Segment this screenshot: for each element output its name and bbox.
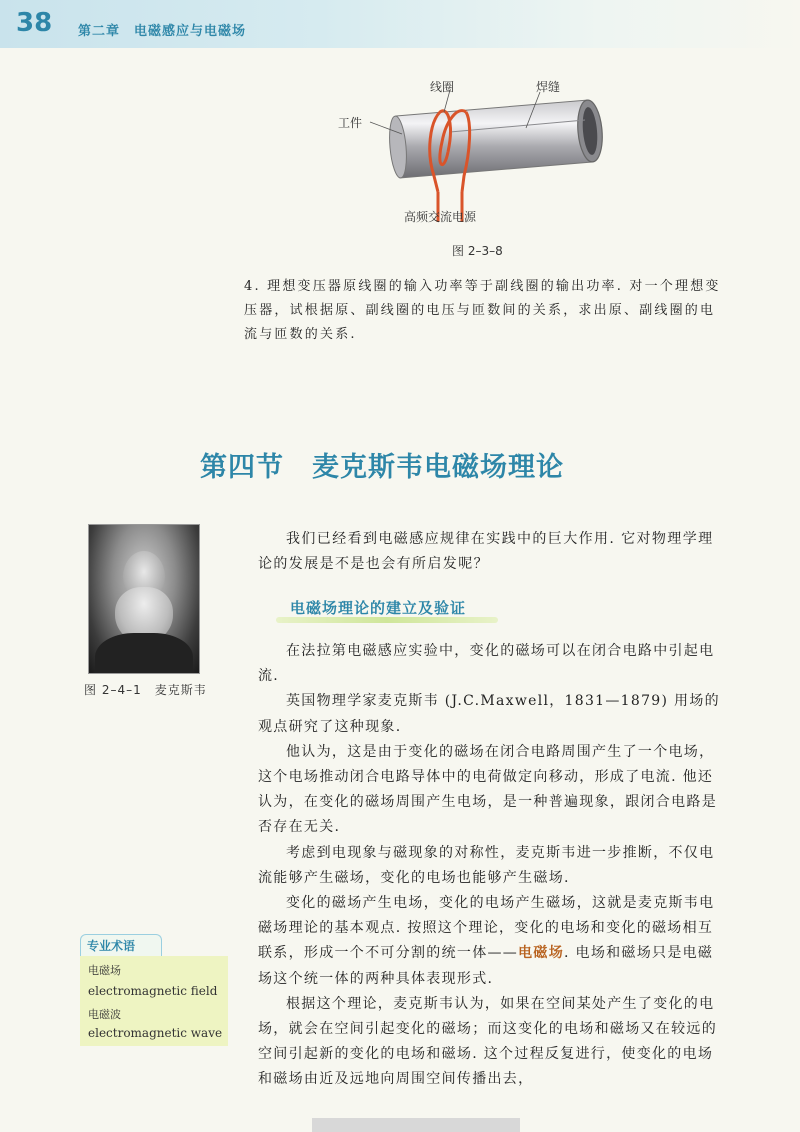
label-power: 高频交流电源 [404, 210, 477, 224]
glossary-term-2-cn: 电磁波 [88, 1008, 121, 1021]
chapter-title: 第二章 电磁感应与电磁场 [78, 24, 247, 39]
glossary-term-1-cn: 电磁场 [88, 964, 121, 977]
intro-paragraph: 我们已经看到电磁感应规律在实践中的巨大作用. 它对物理学理论的发展是不是也会有所启发呢？ [258, 531, 714, 572]
paragraph-3: 他认为，这是由于变化的磁场在闭合电路周围产生了一个电场，这个电场推动闭合电路导体中的电荷做定向移动，形成了电流. 他还认为，在变化的磁场周围产生电场，是一种普遍现象，跟闭合电路是否存在无关. [258, 743, 717, 836]
figure-caption: 图 2–3–8 [452, 244, 503, 258]
glossary-box [80, 934, 228, 1046]
figure-pipe-welding [330, 72, 630, 262]
term-highlight-em-field: 电磁场 [518, 945, 565, 962]
glossary-title: 专业术语 [80, 934, 162, 957]
paragraph-5-text-b: . 电场和磁场只是电磁场这个统一体的两种具体表现形式. [258, 945, 714, 987]
subsection-title: 电磁场理论的建立及验证 [290, 599, 467, 617]
glossary-term-1-en: electromagnetic field [88, 984, 218, 998]
paragraph-2: 英国物理学家麦克斯韦 (J.C.Maxwell，1831—1879) 用场的观点研究了这种现象. [258, 693, 720, 735]
portrait-coat [95, 633, 193, 674]
glossary-body [80, 956, 228, 1046]
paragraph-5-text-a: 变化的磁场产生电场，变化的电场产生磁场，这就是麦克斯韦电磁场理论的基本观点. 按照这个理论，变化的电场和变化的磁场相互联系，形成一个不可分割的统一体—— [258, 895, 715, 962]
glossary-term-2-en: electromagnetic wave [88, 1026, 223, 1040]
section-title: 第四节 麦克斯韦电磁场理论 [200, 452, 564, 483]
maxwell-portrait [88, 524, 200, 674]
paragraph-6: 根据这个理论，麦克斯韦认为，如果在空间某处产生了变化的电场，就会在空间引起变化的磁场；而这变化的电场和磁场又在较远的空间引起新的变化的电场和磁场. 这个过程反复进行，使变化的电场和磁场由近及远地向周围空间传播出去， [258, 995, 717, 1088]
body-text [258, 639, 728, 1093]
exercise-question-4: 4. 理想变压器原线圈的输入功率等于副线圈的输出功率. 对一个理想变压器，试根据原、副线圈的电压与匝数间的关系，求出原、副线圈的电流与匝数的关系. [244, 279, 721, 342]
page-number: 38 [16, 8, 53, 38]
pipe-illustration [330, 72, 630, 262]
paragraph-1: 在法拉第电磁感应实验中，变化的磁场可以在闭合电路中引起电流. [258, 643, 715, 685]
label-weld: 焊缝 [536, 80, 561, 94]
paragraph-4: 考虑到电现象与磁现象的对称性，麦克斯韦进一步推断，不仅电流能够产生磁场，变化的电场也能够产生磁场. [258, 844, 715, 886]
paragraph-5 [258, 891, 728, 992]
portrait-caption: 图 2–4–1 麦克斯韦 [84, 683, 207, 697]
page-bottom-bar [312, 1118, 520, 1132]
label-workpiece: 工件 [338, 116, 363, 130]
label-coil: 线圈 [430, 80, 455, 94]
